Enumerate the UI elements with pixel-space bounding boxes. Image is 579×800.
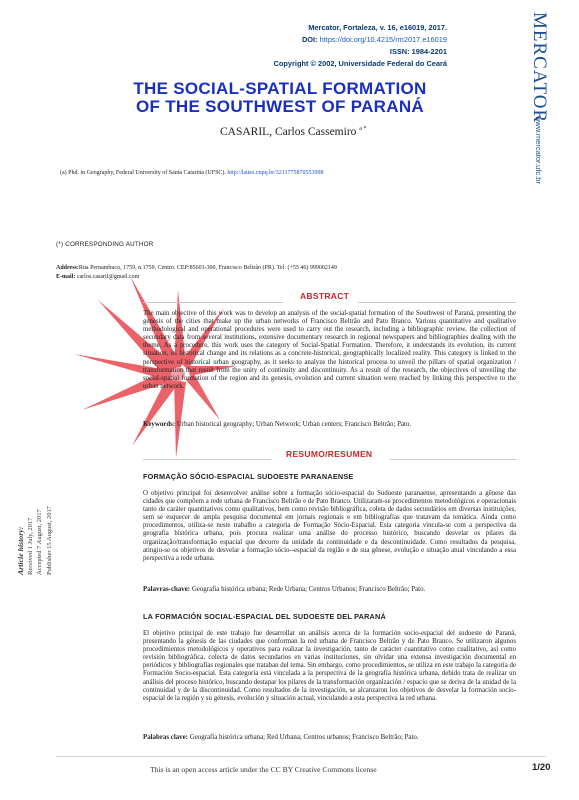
address-block: [56, 264, 337, 282]
brand-name: MERCATOR: [529, 12, 550, 124]
doi-line: [302, 34, 447, 46]
history-heading: Article history:: [16, 526, 25, 575]
es-keywords: [143, 734, 516, 741]
email-line: [56, 273, 337, 282]
pt-keywords-text: Geografia histórica urbana; Rede Urbana; Centros Urbanos; Francisco Beltrão; Pato.: [191, 586, 426, 593]
email-text[interactable]: carlos.casaril@gmail.com: [76, 274, 140, 280]
pt-title: FORMAÇÃO SÓCIO-ESPACIAL SUDOESTE PARANAENSE: [143, 472, 354, 481]
doi-link[interactable]: https://doi.org/10.4215/rm2017.e16019: [319, 35, 447, 44]
es-keywords-text: Geografía histórica urbana; Red Urbana; Centros urbanos; Francisco Beltrão; Pato.: [189, 734, 419, 741]
email-label: E-mail:: [56, 274, 76, 280]
abstract-heading: ABSTRACT: [300, 291, 350, 301]
corresponding-heading: (*) CORRESPONDING AUTHOR: [56, 241, 154, 248]
footer-rule: [56, 756, 546, 757]
issn-line: ISSN: 1984-2201: [389, 47, 447, 56]
doi-label: DOI:: [301, 35, 318, 44]
article-history: [16, 415, 54, 575]
pt-body: O objetivo principal foi desenvolver análise sobre a formação sócio-espacial do Sudoeste paranaense, apresentando a gênese das cidades que compõem a rede urbana de Francisco Beltrão e de Pato Branco. Utilizaram-se procedimentos metodológicos e operacionais tanto de caráter quantitativos como qualitativos, bem como revisão bibliográfica, coleta de dados secundários em diversas instituições, sem se esquecer de ampla pesquisa documental em jornais regionais e em bibliografias que tratavam da temática. Ainda como procedimentos, utiliza-se neste trabalho a categoria de Formação Sócio-Espacial. Esta categoria vincula-se com a perspectiva da geografia histórica urbana, pois procura realizar uma análise do processo histórico, buscando desvelar os pilares da organização/transformação espacial que decorre da unidade da continuidade e da descontinuidade. Como resultados da pesquisa, atingiu-se os objetivos de desvelar a formação sócio--espacial da região e de sua gênese, evolução e situação atual vinculando a essa perspectiva a rede urbana.: [143, 490, 516, 562]
keywords-label: Keywords:: [143, 421, 176, 428]
lattes-link[interactable]: http://lattes.cnpq.br/3211775870553998: [227, 170, 324, 176]
affiliation: [60, 170, 324, 178]
abstract-rule-left: [143, 302, 283, 303]
brand-url[interactable]: www.mercator.ufc.br: [534, 116, 543, 184]
license-note: This is an open access article under the CC BY Creative Commons license: [150, 765, 377, 774]
pt-keywords: [143, 586, 516, 593]
abstract-keywords: [143, 421, 516, 428]
abstract-rule-right: [358, 302, 516, 303]
es-keywords-label: Palabras clave:: [143, 734, 188, 741]
page-number: 1/20: [532, 762, 551, 773]
es-body: El objetivo principal de este trabajo fue desarrollar un análisis acerca de la formación socio-espacial del sudoeste de Paraná, presentando la génesis de las ciudades que conforman la red urbana de Francisco Beltrão y de Pato Branco. Se utilizaron algunos procedimientos metodológicos y operativos para realizar la investigación, tanto de carácter cuantitativo como cualitativo, así como revisión bibliográfica, colecta de datos secundarios en varias instituciones, sin olvidar una extensa investigación documental en periódicos y bibliografías regionales que trataban del tema. Sin embargo, como procedimientos, se utiliza en este trabajo la categoría de Formación Socio-espacial. Esta categoría está vinculada a la perspectiva de la geografía histórica urbana, debido trata de realizar un análisis del proceso histórico, buscando destapar los pilares de la transformación organización / espacio que se deriva de la unidad de la continuidad y de la discontinuidad. Como resultados de la investigación, se alcanzaron los objetivos de desvelar la formación socio-espacial de la región y su génesis, evolución y situación actual, vinculando a esta perspectiva la red urbana.: [143, 630, 516, 702]
history-published: Publisher 15 August, 2017: [45, 506, 53, 575]
star-ray: [174, 380, 186, 458]
keywords-text: Urban historical geography; Urban Network; Urban centers; Francisco Beltrão; Pato.: [176, 421, 412, 428]
resumo-rule-left: [143, 459, 271, 460]
history-received: Received 1 July, 2017: [26, 517, 34, 575]
address-line: [56, 264, 337, 273]
article-title-line1: THE SOCIAL-SPATIAL FORMATION: [133, 79, 427, 98]
affiliation-text: (a) Phd. in Geography, Federal University of Santa Catarina (UFSC).: [60, 170, 226, 176]
history-accepted: Accepted 7 August, 2017: [36, 509, 43, 575]
address-label: Address:: [56, 265, 79, 271]
abstract-body: The main objective of this work was to develop an analysis of the social-spatial formation of the Southwest of Paraná, presenting the genesis of the cities that make up the urban networks of Francisco Beltrão and Pato Branco. Various quantitative and qualitative methodological and operational procedures were used to carry out the research, including a bibliographic review, the collection of secondary data from several institutions, extensive documentary research in regional newspapers and bibliographies dealing with the theme. As a procedure, this work uses the category of Social-Spatial Formation. Therefore, it understands its evolution, its current situation, its historical change and its relations as a concrete-historical, geographically localized reality. This category is linked to the perspective of historical urban geography, as it seeks to analyze the historical process to unveil the pillars of spatial organization / transformation that result from the unity of continuity and discontinuity. As a result of the research, the objectives of unveiling the social-spatial formation of the region and its genesis, evolution and current situation were reached by linking this perspective to the urban network.: [143, 310, 516, 390]
journal-line: Mercator, Fortaleza, v. 16, e16019, 2017.: [308, 23, 447, 32]
resumo-heading: RESUMO/RESUMEN: [286, 449, 373, 459]
author-name: [220, 126, 366, 138]
resumo-rule-right: [390, 459, 516, 460]
copyright-line: Copyright © 2002, Universidade Federal do Ceará: [273, 59, 447, 68]
author-text: CASARIL, Carlos Cassemiro: [220, 126, 357, 138]
article-title-line2: OF THE SOUTHWEST OF PARANÁ: [136, 97, 424, 116]
es-title: LA FORMACIÓN SOCIAL-ESPACIAL DEL SUDOESTE DEL PARANÁ: [143, 612, 386, 621]
author-sup: a *: [359, 126, 367, 133]
address-text: Rua Pernambuco, 1759, n.1759. Centro. CEP:85601-300, Francisco Beltrão (PR). Tel: (+55 46) 999002149: [78, 265, 337, 271]
pt-keywords-label: Palavras-chave:: [143, 586, 191, 593]
mercator-logo: [520, 12, 560, 184]
